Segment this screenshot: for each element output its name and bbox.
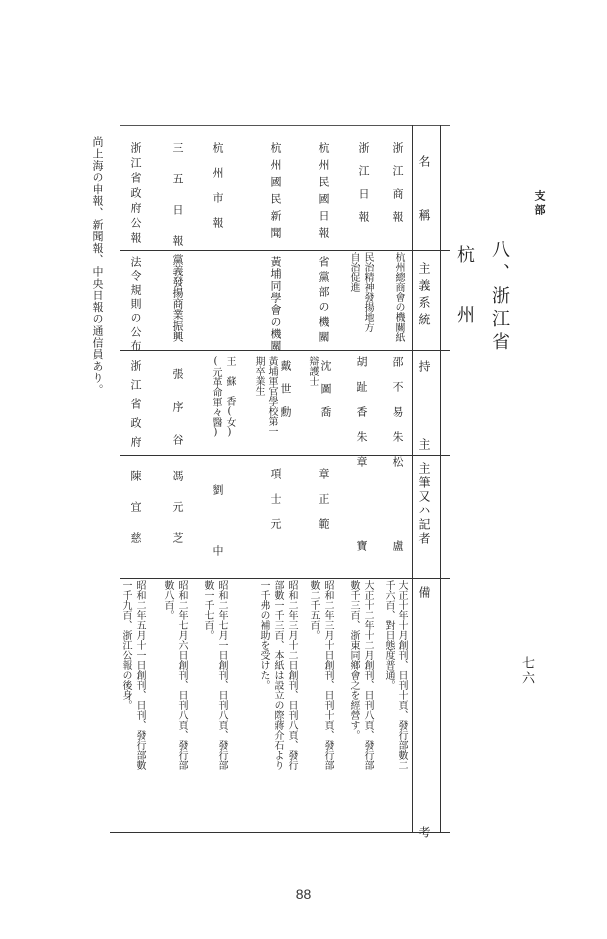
paper-remarks-line: 千六百、對日態度普通。 — [383, 580, 394, 690]
footnote: 尚上海の申報、新聞報、中央日報の通信員あり。 — [91, 136, 104, 396]
page-number: 88 — [295, 886, 312, 902]
paper-remarks-line: 大正十二年十二月創刊、日刊八頁、發行部 — [362, 580, 373, 770]
paper-remarks-line: 數一千七百。 — [202, 580, 213, 640]
paper-owner-line: 辯護士 — [307, 356, 318, 386]
paper-remarks-line: 昭和二年七月一日創刊、日刊八頁、發行部 — [216, 580, 227, 770]
paper-remarks-line: 數千三百、浙東同鄉會之を經營す。 — [348, 580, 359, 740]
paper-editor: 項士元 — [269, 468, 282, 543]
paper-owner-line: 沈 圖 喬 — [319, 360, 332, 418]
paper-owner: 張序谷 — [171, 368, 184, 467]
header-name: 名 稱 — [417, 155, 431, 227]
header-editor: 主筆又ハ記者 — [417, 462, 431, 546]
paper-editor: 章正範 — [317, 468, 330, 543]
paper-remarks-line: 部數一千三百、本紙は設立の際蔣介石より — [272, 580, 283, 770]
paper-remarks-line: 昭和二年七月六日創刊、日刊八頁、發行部 — [176, 580, 187, 770]
paper-editor: 劉中 — [211, 484, 224, 606]
category-header: 支部 — [533, 190, 546, 218]
paper-remarks-line: 數二千五百。 — [308, 580, 319, 640]
paper-remarks-line: 大正十年十月創刊、日刊十頁、發行部數二 — [396, 580, 407, 770]
paper-owner-line: 戴 世 勳 — [279, 360, 292, 418]
paper-owner-line: 黃埔軍官學校第一 — [266, 356, 277, 436]
section-title: 八、浙江省 — [489, 240, 510, 355]
paper-principle: 杭州總商會の機關紙 — [393, 252, 404, 342]
header-owner: 持 主 — [417, 360, 431, 464]
paper-owner: 邵不易朱松 — [391, 356, 404, 481]
paper-remarks-line: 一千弗の補助を受けた。 — [258, 580, 269, 690]
paper-name: 浙江日報 — [357, 142, 370, 234]
paper-name: 杭州國民新聞 — [269, 142, 282, 244]
header-remarks: 備 考 — [417, 586, 431, 874]
paper-name: 浙江省政府公報 — [129, 142, 142, 247]
page-kanji-number: 七六 — [519, 656, 534, 686]
paper-principle-line: 民治精神發揚地方 — [362, 252, 373, 332]
paper-name: 杭州市報 — [211, 142, 224, 242]
paper-remarks-line: 昭和二年三月十日創刊、日刊十頁、發行部 — [322, 580, 333, 770]
paper-name: 浙江商報 — [391, 142, 404, 234]
paper-owner-line: 王 蘇 香(女) — [224, 356, 235, 438]
header-principle: 主義系統 — [417, 262, 431, 330]
paper-owner-line: (元革命軍々醫) — [210, 356, 221, 438]
paper-editor: 寶 — [355, 540, 368, 552]
paper-name: 杭州民國日報 — [317, 142, 330, 244]
paper-editor: 盧 — [391, 540, 404, 552]
paper-principle: 黨義發揚商業振興 — [171, 254, 184, 342]
paper-editor: 陳宜慈 — [129, 470, 142, 563]
paper-principle: 省黨部の機關 — [317, 256, 330, 346]
paper-owner-line: 期卒業生 — [253, 356, 264, 396]
paper-owner: 浙江省政府 — [129, 360, 142, 455]
paper-name: 三五日報 — [171, 142, 184, 266]
paper-remarks-line: 昭和二年五月十一日創刊、日刊、發行部數 — [134, 580, 145, 770]
section-subtitle: 杭 州 — [454, 245, 475, 335]
paper-remarks-line: 一千九百、浙江公報の後身。 — [120, 580, 131, 710]
paper-owner: 胡趾香朱章 — [355, 356, 368, 481]
paper-principle: 黃埔同學會の機關 — [269, 256, 282, 352]
paper-editor: 馮元芝 — [171, 470, 184, 563]
paper-principle: 法令規則の公布 — [129, 256, 142, 354]
paper-principle-line: 自治促進 — [348, 252, 359, 292]
paper-remarks-line: 數八百。 — [162, 580, 173, 620]
paper-remarks-line: 昭和二年三月十二日創刊、日刊八頁、發行 — [286, 580, 297, 770]
